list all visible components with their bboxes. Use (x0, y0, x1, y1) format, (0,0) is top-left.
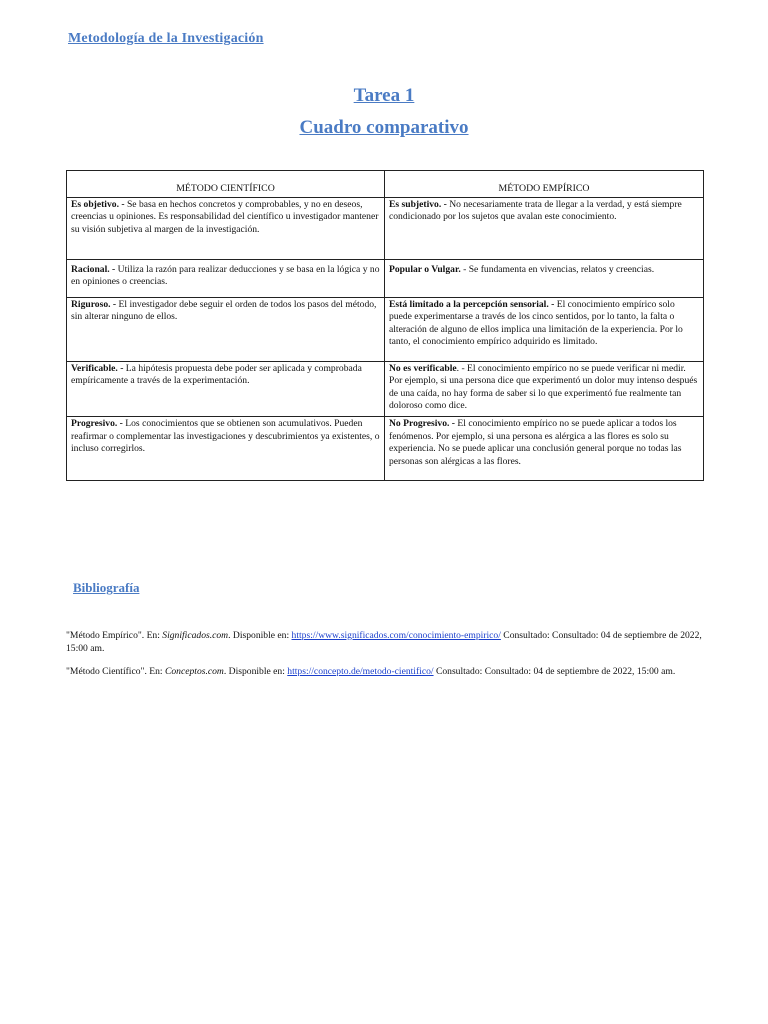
cell-text: El investigador debe seguir el orden de todos los pasos del método, sin alterar ninguno de ellos. (71, 298, 377, 323)
table-cell (67, 259, 385, 297)
bibliography-title: Bibliografía (73, 580, 140, 595)
table-cell (67, 361, 385, 416)
entry-link[interactable]: https://www.significados.com/conocimiento-empirico/ (291, 630, 501, 641)
cell-term: Es objetivo. - (71, 198, 125, 210)
entry-source: Conceptos.com (164, 666, 224, 677)
table-header-row (67, 171, 704, 198)
entry-mid: . Disponible en: (228, 630, 292, 641)
cell-text: Se basa en hechos concretos y comprobables, y no en deseos, creencias u opiniones. Es responsabilidad del científico u investigador mantener su visión subjetiva al margen de la investigación. (71, 198, 379, 235)
cell-term: Es subjetivo. - (389, 198, 447, 210)
task-title: Tarea 1 (353, 85, 415, 106)
cell-term: Popular o Vulgar. (389, 263, 461, 275)
table-cell (385, 197, 704, 259)
table-cell (385, 416, 704, 480)
cell-text: La hipótesis propuesta debe poder ser aplicada y comprobada empíricamente a través de la experimentación. (71, 362, 362, 387)
cell-term: No es verificable (389, 362, 457, 374)
table-row (67, 259, 704, 297)
entry-mid: . Disponible en: (223, 666, 288, 677)
bibliography-entry (66, 666, 706, 679)
cell-text: El conocimiento empírico no se puede aplicar a todos los fenómenos. Por ejemplo, si una persona es alérgica a las flores es solo su experiencia. No se puede aplicar una conclusión general porque no todas las personas son alérgicas a las flores. (389, 417, 682, 467)
document-subtitle: Cuadro comparativo (299, 117, 469, 138)
cell-text: Utiliza la razón para realizar deducciones y se basa en la lógica y no en opiniones o creencias. (71, 263, 380, 288)
table-cell (67, 197, 385, 259)
bibliography-entry (66, 630, 706, 655)
cell-term: Racional. - (71, 263, 116, 275)
table-cell (385, 361, 704, 416)
column-header-cientifico: MÉTODO CIENTÍFICO (67, 171, 385, 198)
table-row (67, 197, 704, 259)
entry-prefix: "Método Científico". En: (66, 666, 165, 677)
table-row (67, 361, 704, 416)
cell-term: Riguroso. - (71, 298, 117, 310)
entry-link[interactable]: https://concepto.de/metodo-cientifico/ (287, 666, 434, 677)
table-cell (385, 259, 704, 297)
course-header: Metodología de la Investigación (68, 31, 264, 46)
cell-text: - Se fundamenta en vivencias, relatos y creencias. (460, 263, 655, 275)
cell-text: El conocimiento empírico solo puede experimentarse a través de los cinco sentidos, por lo tanto, la falta o alteración de alguno de ellos implica una limitación de la experiencia. Por lo tanto, el conocimiento empírico adquirido es limitado. (389, 298, 683, 348)
cell-term: Está limitado a la percepción sensorial. - (389, 298, 555, 310)
table-row (67, 297, 704, 361)
entry-suffix: Consultado: Consultado: 04 de septiembre de 2022, 15:00 am. (66, 630, 702, 654)
column-header-empirico: MÉTODO EMPÍRICO (385, 171, 704, 198)
cell-term: No Progresivo. - (389, 417, 455, 429)
cell-term: Verificable. - (71, 362, 124, 374)
table-cell (385, 297, 704, 361)
table-cell (67, 416, 385, 480)
comparison-table (66, 170, 704, 481)
cell-term: Progresivo. - (71, 417, 123, 429)
cell-text: . - El conocimiento empírico no se puede verificar ni medir. Por ejemplo, si una persona dice que experimentó un dolor muy intenso después de una caída, no hay forma de saber si lo que experimentó fue realmente tan doloroso como dice. (389, 362, 698, 412)
cell-text: No necesariamente trata de llegar a la verdad, y está siempre condicionado por los sujetos que avalan este conocimiento. (389, 198, 682, 223)
entry-source: Significados.com (162, 630, 229, 641)
table-cell (67, 297, 385, 361)
cell-text: Los conocimientos que se obtienen son acumulativos. Pueden reafirmar o complementar las investigaciones y descubrimientos ya existentes, o incluso corregirlos. (71, 417, 380, 455)
entry-suffix: Consultado: Consultado: 04 de septiembre de 2022, 15:00 am. (433, 666, 676, 677)
table-row (67, 416, 704, 480)
entry-prefix: "Método Empírico". En: (66, 630, 163, 641)
